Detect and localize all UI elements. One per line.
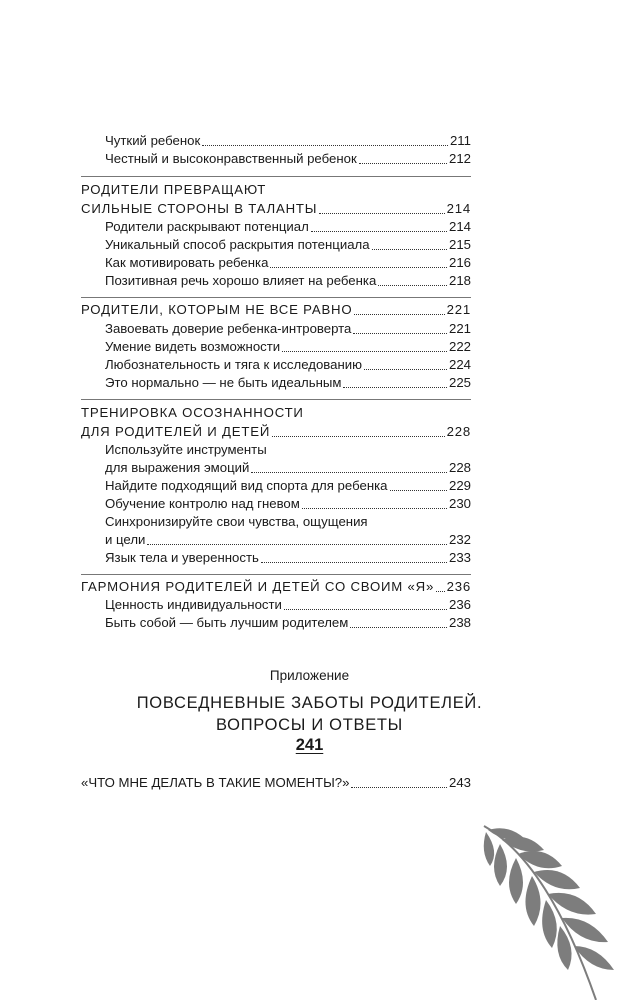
section-divider	[81, 297, 471, 298]
toc-entry-title: Позитивная речь хорошо влияет на ребенка	[105, 273, 377, 288]
toc-entry-page: 218	[448, 273, 471, 288]
section-divider	[81, 399, 471, 400]
toc-section-title: РОДИТЕЛИ, КОТОРЫМ НЕ ВСЕ РАВНО	[81, 302, 353, 317]
toc-entry-title: Быть собой — быть лучшим родителем	[105, 615, 349, 630]
toc-entry[interactable]	[105, 549, 471, 567]
toc-entry-page: 212	[448, 151, 471, 166]
toc-entry-title: Обучение контролю над гневом	[105, 496, 300, 511]
toc-entry-title: Найдите подходящий вид спорта для ребенка	[105, 478, 388, 493]
toc-entry[interactable]	[105, 513, 471, 531]
toc-entry-title: Родители раскрывают потенциал	[105, 219, 309, 234]
toc-section-title: ГАРМОНИЯ РОДИТЕЛЕЙ И ДЕТЕЙ СО СВОИМ «Я»	[81, 579, 435, 594]
toc-section-heading[interactable]	[81, 200, 471, 218]
toc-entry-title-line2: и цели	[105, 532, 146, 547]
toc-entry-title: Это нормально — не быть идеальным	[105, 375, 342, 390]
toc-entry[interactable]	[105, 441, 471, 459]
toc-entry-page: 230	[448, 496, 471, 511]
dot-leader	[390, 490, 447, 491]
toc-section-heading[interactable]	[81, 181, 471, 199]
toc-entry-page: 221	[448, 321, 471, 336]
toc-entry[interactable]	[105, 459, 471, 477]
toc-entry[interactable]	[105, 356, 471, 374]
dot-leader	[319, 213, 444, 214]
toc-section-heading[interactable]	[81, 578, 471, 596]
appendix-title-line1: ПОВСЕДНЕВНЫЕ ЗАБОТЫ РОДИТЕЛЕЙ.	[136, 694, 483, 712]
toc-section-page: 221	[446, 302, 471, 317]
palm-leaf-icon	[478, 822, 619, 1000]
toc-entry-title-line1: Синхронизируйте свои чувства, ощущения	[105, 514, 368, 529]
dot-leader	[311, 231, 447, 232]
toc-entry-title: Ценность индивидуальности	[105, 597, 282, 612]
toc-entry-page: 216	[448, 255, 471, 270]
dot-leader	[350, 627, 447, 628]
toc-appendix-entry[interactable]	[81, 774, 471, 792]
dot-leader	[372, 249, 447, 250]
appendix-page-number[interactable]: 241	[295, 736, 324, 754]
toc-entry-title: Умение видеть возможности	[105, 339, 281, 354]
toc-entry-title: Любознательность и тяга к исследованию	[105, 357, 363, 372]
dot-leader	[272, 436, 444, 437]
dot-leader	[364, 369, 447, 370]
toc-entry-page: 243	[448, 775, 471, 790]
toc-section-heading[interactable]	[81, 423, 471, 441]
toc-entry[interactable]	[105, 596, 471, 614]
toc-section-heading[interactable]	[81, 404, 471, 422]
toc-entry[interactable]	[105, 218, 471, 236]
toc-entry-title: Язык тела и уверенность	[105, 550, 259, 565]
toc-entry[interactable]	[105, 495, 471, 513]
toc-section-title-line1: РОДИТЕЛИ ПРЕВРАЩАЮТ	[81, 182, 267, 197]
toc-entry[interactable]	[105, 236, 471, 254]
toc-section-title-line2: СИЛЬНЫЕ СТОРОНЫ В ТАЛАНТЫ	[81, 201, 318, 216]
appendix-title-line2: ВОПРОСЫ И ОТВЕТЫ	[216, 716, 403, 734]
dot-leader	[354, 314, 444, 315]
appendix-label: Приложение	[269, 668, 350, 683]
toc-entry-page: 211	[449, 133, 471, 148]
toc-section-title-line2: ДЛЯ РОДИТЕЛЕЙ И ДЕТЕЙ	[81, 424, 271, 439]
dot-leader	[353, 333, 447, 334]
toc-entry-page: 214	[448, 219, 471, 234]
toc-entry-page: 232	[448, 532, 471, 547]
toc-section-heading[interactable]	[81, 301, 471, 319]
toc-entry-title: Завоевать доверие ребенка-интроверта	[105, 321, 352, 336]
toc-entry-page: 229	[448, 478, 471, 493]
dot-leader	[261, 562, 447, 563]
toc-entry-page: 215	[448, 237, 471, 252]
toc-entry-page: 224	[448, 357, 471, 372]
toc-entry-title: Честный и высоконравственный ребенок	[105, 151, 357, 166]
toc-entry-title: Чуткий ребенок	[105, 133, 201, 148]
dot-leader	[359, 163, 447, 164]
dot-leader	[284, 609, 447, 610]
toc-entry[interactable]	[105, 614, 471, 632]
toc-section-page: 228	[446, 424, 471, 439]
dot-leader	[147, 544, 447, 545]
toc-section-title-line1: ТРЕНИРОВКА ОСОЗНАННОСТИ	[81, 405, 304, 420]
toc-section-page: 236	[446, 579, 471, 594]
section-divider	[81, 574, 471, 575]
toc-entry-title: Уникальный способ раскрытия потенциала	[105, 237, 370, 252]
toc-entry-title-line1: Используйте инструменты	[105, 442, 267, 457]
toc-entry[interactable]	[105, 254, 471, 272]
dot-leader	[270, 267, 447, 268]
toc-entry[interactable]	[105, 150, 471, 168]
toc-entry-page: 236	[448, 597, 471, 612]
toc-entry[interactable]	[105, 338, 471, 356]
toc-entry-page: 225	[448, 375, 471, 390]
dot-leader	[302, 508, 447, 509]
toc-entry[interactable]	[105, 477, 471, 495]
toc-entry[interactable]	[105, 272, 471, 290]
toc-entry-title-line2: для выражения эмоций	[105, 460, 250, 475]
toc-entry-page: 233	[448, 550, 471, 565]
dot-leader	[436, 591, 444, 592]
toc-entry-title: Как мотивировать ребенка	[105, 255, 269, 270]
dot-leader	[351, 787, 447, 788]
toc-entry-title: «ЧТО МНЕ ДЕЛАТЬ В ТАКИЕ МОМЕНТЫ?»	[81, 775, 350, 790]
dot-leader	[202, 145, 448, 146]
section-divider	[81, 176, 471, 177]
toc-entry-page: 222	[448, 339, 471, 354]
dot-leader	[343, 387, 447, 388]
toc-entry[interactable]	[105, 132, 471, 150]
toc-section-page: 214	[446, 201, 471, 216]
toc-entry[interactable]	[105, 374, 471, 392]
toc-entry-page: 238	[448, 615, 471, 630]
dot-leader	[251, 472, 447, 473]
toc-entry[interactable]	[105, 320, 471, 338]
dot-leader	[282, 351, 447, 352]
toc-entry-page: 228	[448, 460, 471, 475]
toc-entry[interactable]	[105, 531, 471, 549]
dot-leader	[378, 285, 447, 286]
